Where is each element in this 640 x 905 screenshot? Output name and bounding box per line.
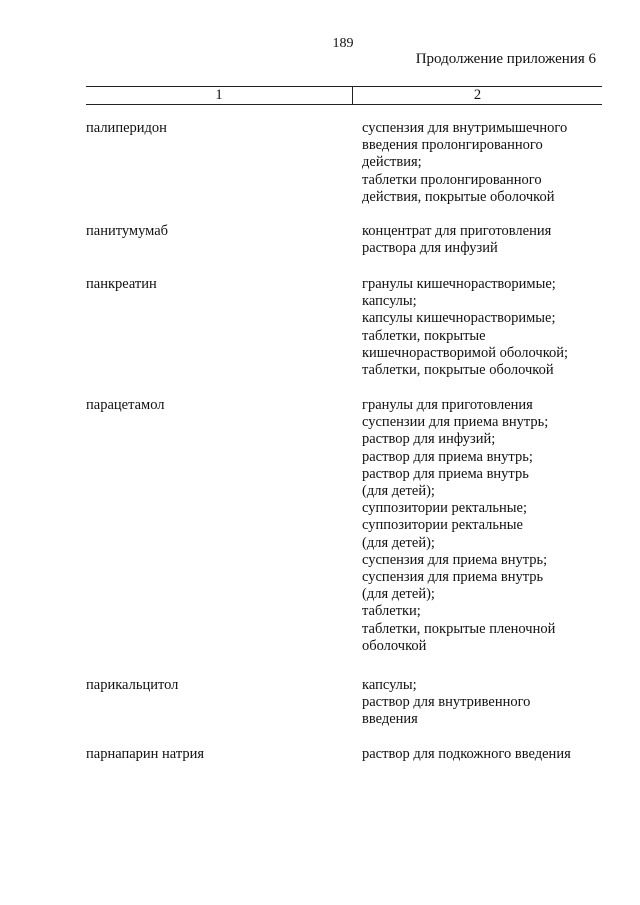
dosage-form-line: капсулы; bbox=[362, 677, 417, 693]
dosage-form-line: раствор для внутривенного bbox=[362, 694, 531, 711]
dosage-form-line: гранулы кишечнорастворимые; bbox=[362, 276, 556, 292]
dosage-form-line: введения пролонгированного bbox=[362, 137, 543, 154]
dosage-form-line: суспензия для приема внутрь; bbox=[362, 551, 548, 568]
dosage-forms bbox=[362, 677, 602, 729]
dosage-form-line: (для детей); bbox=[362, 483, 435, 500]
table-header bbox=[86, 86, 602, 105]
dosage-forms bbox=[362, 276, 602, 379]
dosage-form-line: раствор для приема внутрь; bbox=[362, 448, 533, 465]
dosage-form-line: кишечнорастворимой оболочкой; bbox=[362, 344, 569, 361]
dosage-form-line: действия, покрытые оболочкой bbox=[362, 188, 555, 205]
page-number: 189 bbox=[332, 36, 354, 51]
dosage-form-line: суспензия для внутримышечного bbox=[362, 120, 568, 136]
dosage-form-line: таблетки, покрытые пленочной bbox=[362, 620, 556, 637]
dosage-form-line: гранулы для приготовления bbox=[362, 397, 533, 413]
drug-name: парацетамол bbox=[86, 397, 165, 413]
dosage-form-line: концентрат для приготовления bbox=[362, 223, 552, 239]
dosage-form-line: раствор для приема внутрь bbox=[362, 465, 529, 482]
dosage-form-line: капсулы кишечнорастворимые; bbox=[362, 310, 556, 327]
column-header-1: 1 bbox=[215, 87, 223, 103]
dosage-form-line: раствора для инфузий bbox=[362, 240, 498, 257]
appendix-continuation-note: Продолжение приложения 6 bbox=[415, 51, 596, 67]
dosage-form-line: таблетки, покрытые bbox=[362, 327, 486, 344]
drug-name: парнапарин натрия bbox=[86, 746, 205, 762]
dosage-form-line: капсулы; bbox=[362, 293, 417, 310]
drug-name: парикальцитол bbox=[86, 677, 179, 693]
dosage-form-line: суспензия для приема внутрь bbox=[362, 569, 544, 586]
dosage-form-line: введения bbox=[362, 711, 418, 728]
dosage-forms bbox=[362, 746, 602, 763]
dosage-form-line: (для детей); bbox=[362, 586, 435, 603]
dosage-form-line: суппозитории ректальные; bbox=[362, 500, 527, 517]
dosage-form-line: раствор для подкожного введения bbox=[362, 746, 571, 762]
dosage-form-line: (для детей); bbox=[362, 534, 435, 551]
column-header-2: 2 bbox=[473, 87, 482, 103]
dosage-forms bbox=[362, 120, 602, 206]
dosage-form-line: суспензии для приема внутрь; bbox=[362, 414, 549, 431]
drug-name: палиперидон bbox=[86, 120, 167, 136]
dosage-form-line: таблетки; bbox=[362, 603, 421, 620]
dosage-form-line: суппозитории ректальные bbox=[362, 517, 523, 534]
drug-name: панкреатин bbox=[86, 276, 157, 292]
dosage-form-line: раствор для инфузий; bbox=[362, 431, 496, 448]
dosage-forms bbox=[362, 397, 602, 655]
dosage-forms bbox=[362, 223, 602, 257]
dosage-form-line: действия; bbox=[362, 154, 422, 171]
dosage-form-line: таблетки пролонгированного bbox=[362, 171, 542, 188]
drug-name: панитумумаб bbox=[86, 223, 169, 239]
dosage-form-line: таблетки, покрытые оболочкой bbox=[362, 362, 554, 379]
dosage-form-line: оболочкой bbox=[362, 637, 427, 654]
